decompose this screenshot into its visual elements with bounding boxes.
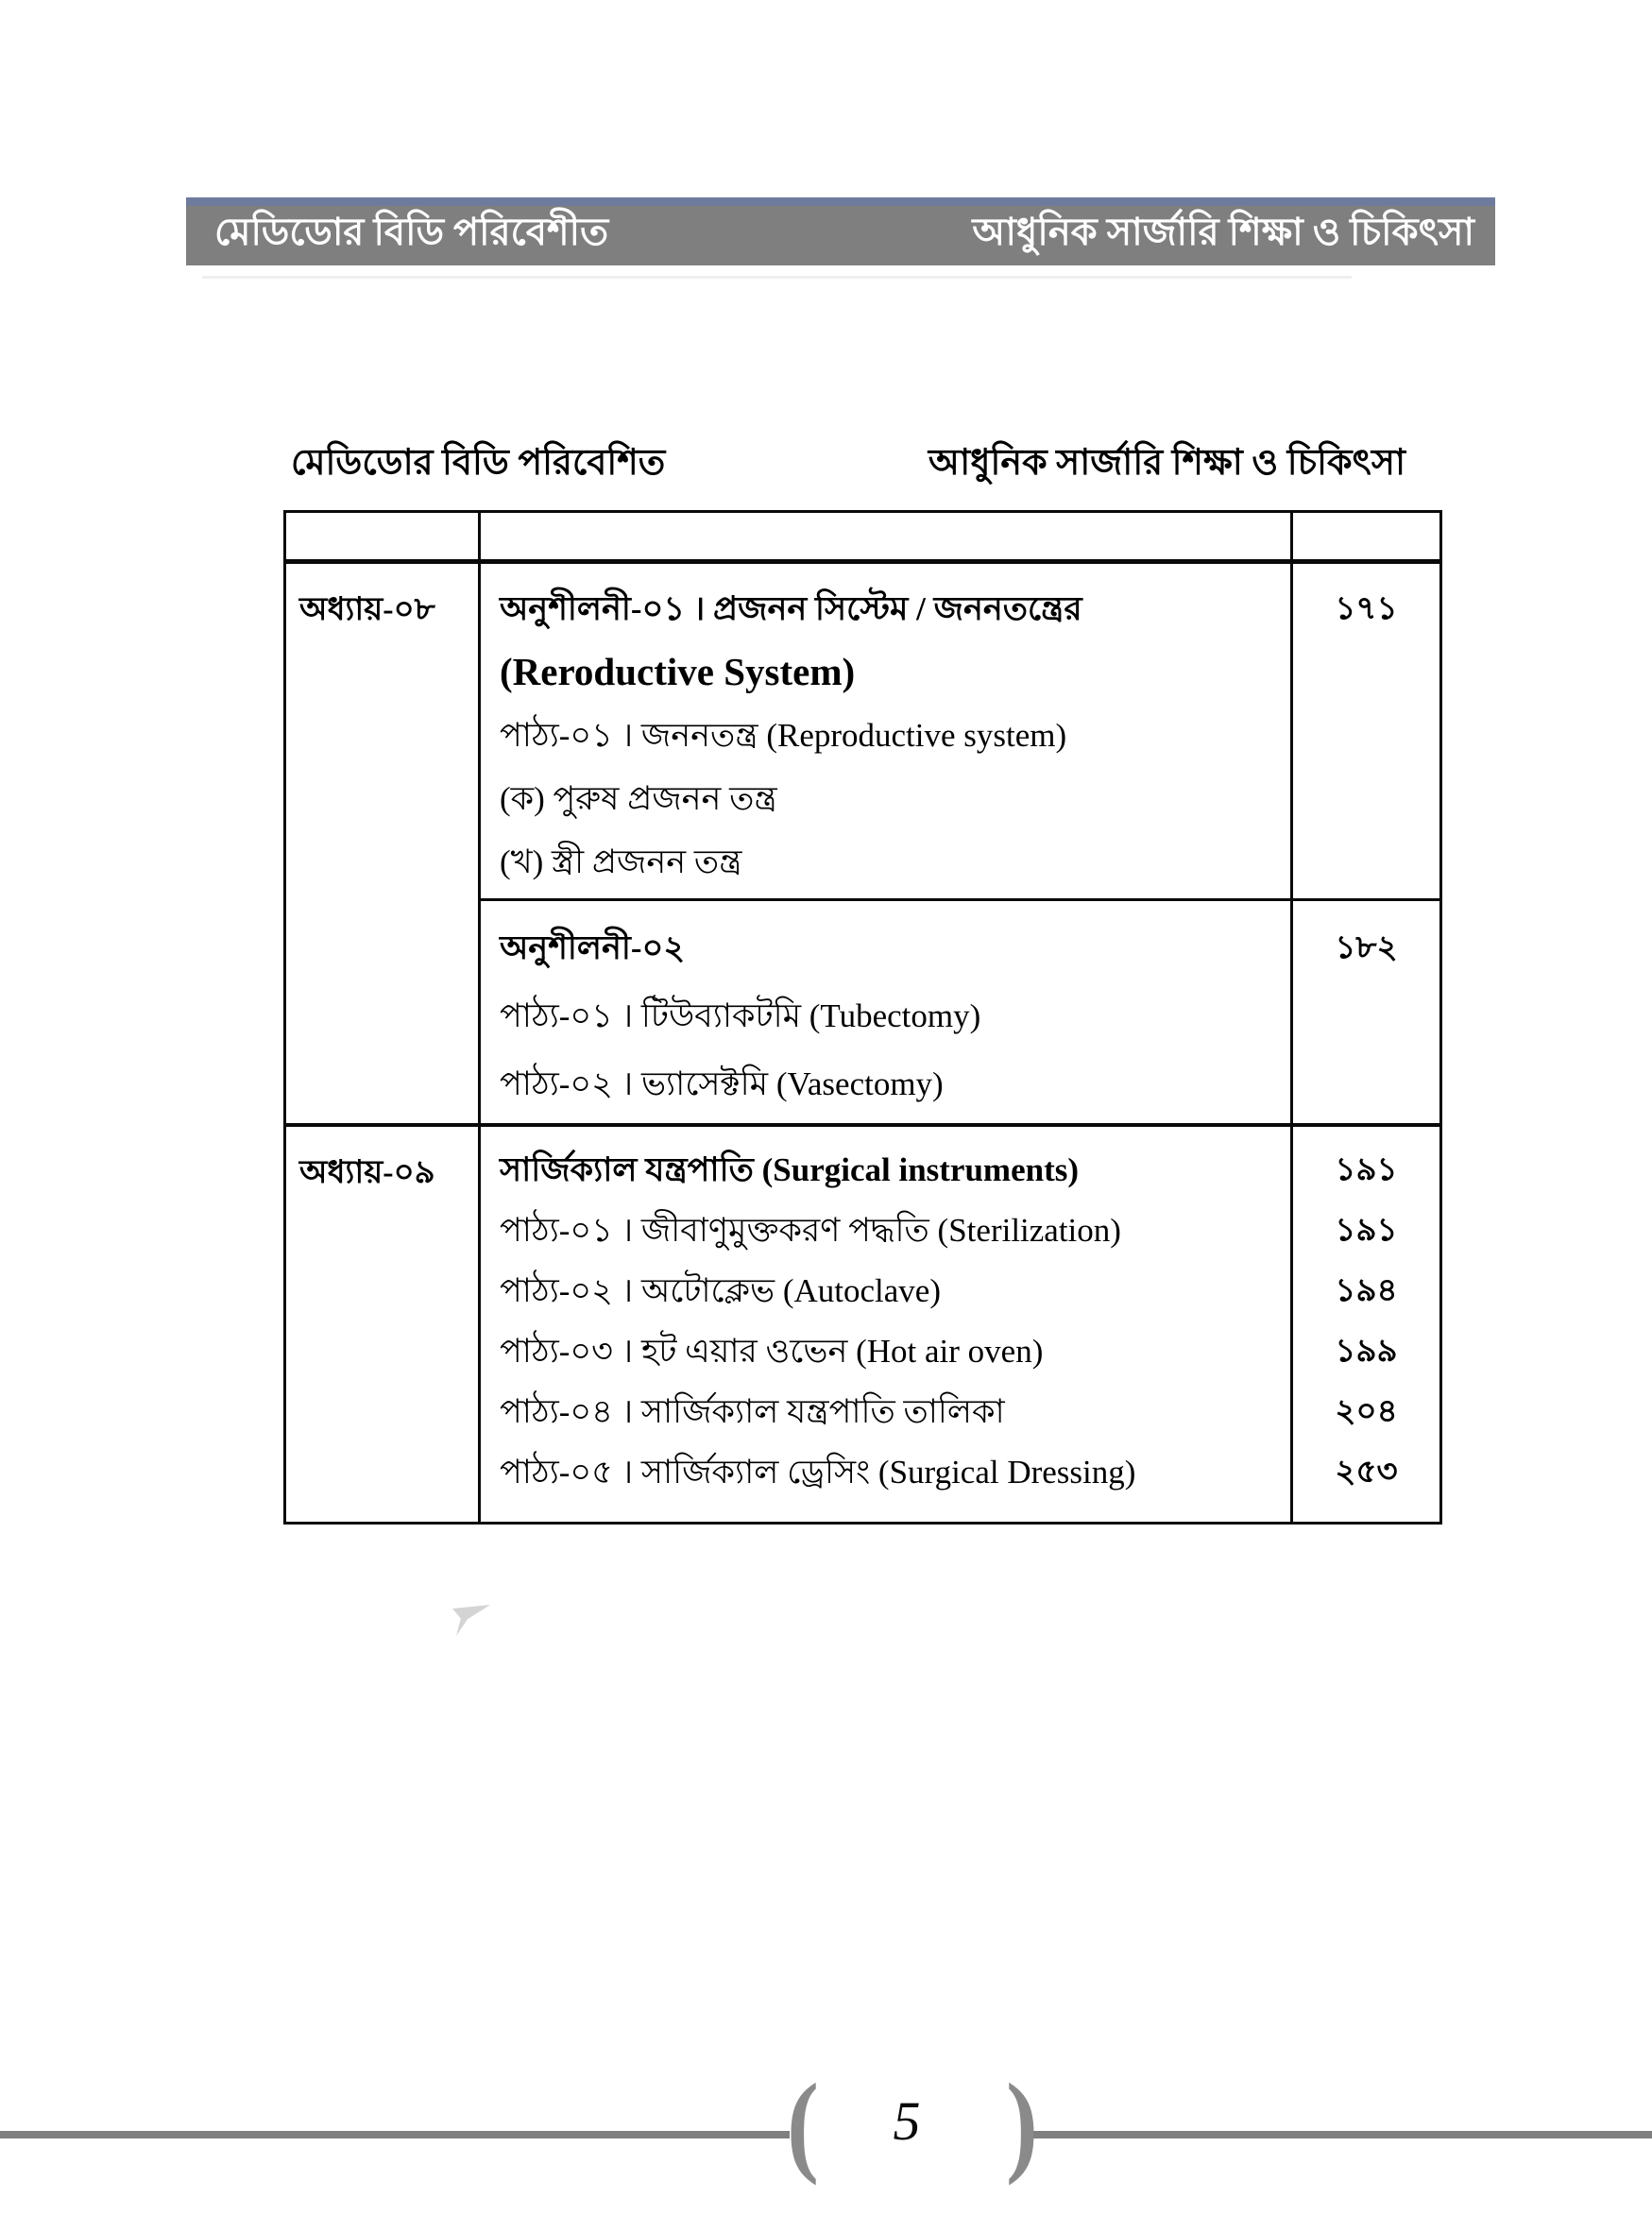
- toc-line: অনুশীলনী-০২: [500, 929, 686, 966]
- footer-rule-left: [0, 2131, 790, 2138]
- page-number: ১৯৪: [1335, 1273, 1398, 1308]
- page-number: ২৫৩: [1335, 1455, 1398, 1490]
- page-number: ১৯১: [1335, 1213, 1398, 1248]
- header-right-text: আধুনিক সার্জারি শিক্ষা ও চিকিৎসা: [928, 443, 1405, 483]
- toc-line: পাঠ্য-০৫ । সার্জিক্যাল ড্রেসিং (Surgical Dressing): [500, 1454, 1136, 1491]
- toc-line: অনুশীলনী-০১ । প্রজনন সিস্টেম / জননতন্ত্রের: [500, 590, 1082, 627]
- toc-line: সার্জিক্যাল যন্ত্রপাতি (Surgical instruments): [500, 1151, 1080, 1188]
- footer-right-bracket: ): [1005, 2060, 1038, 2186]
- toc-line: (Reroductive System): [500, 650, 856, 693]
- block1-content-cell: [481, 564, 1293, 901]
- toc-header-cell-page: [1293, 513, 1439, 564]
- block1-page-cell: [1293, 564, 1439, 901]
- toc-line: পাঠ্য-০২ । অটোক্লেভ (Autoclave): [500, 1272, 941, 1309]
- footer-rule-right: [1033, 2131, 1652, 2138]
- toc-table: [283, 510, 1442, 1525]
- block3-page-cell: [1293, 1123, 1439, 1522]
- page-header: [291, 434, 1405, 495]
- chapter-09-cell: [286, 1123, 481, 1522]
- toc-line: পাঠ্য-০১ । টিউব্যাকটমি (Tubectomy): [500, 997, 981, 1034]
- page-number: ২০৪: [1335, 1394, 1398, 1429]
- page-number: ১৯৯: [1335, 1334, 1398, 1369]
- toc-line: পাঠ্য-০১ । জননতন্ত্র (Reproductive system): [500, 717, 1067, 754]
- toc-line: পাঠ্য-০৩ । হট এয়ার ওভেন (Hot air oven): [500, 1333, 1044, 1370]
- toc-line: পাঠ্য-০২ । ভ্যাসেক্টমি (Vasectomy): [500, 1065, 944, 1102]
- chapter-08-label: অধ্যায়-০৮: [299, 592, 435, 627]
- toc-line: (খ) স্ত্রী প্রজনন তন্ত্র: [500, 843, 742, 880]
- page-number: ১৮২: [1335, 930, 1398, 965]
- top-banner-right-text: আধুনিক সার্জারি শিক্ষা ও চিকিৎসা: [972, 211, 1474, 253]
- header-left-text: মেডিডোর বিডি পরিবেশিত: [291, 443, 666, 483]
- block2-content-cell: [481, 901, 1293, 1123]
- chapter-09-label: অধ্যায়-০৯: [299, 1155, 435, 1190]
- top-banner-left-text: মেডিডোর বিডি পরিবেশীত: [214, 211, 609, 253]
- footer-page-number: 5: [893, 2090, 921, 2152]
- toc-header-cell-chapter: [286, 513, 481, 564]
- block2-page-cell: [1293, 901, 1439, 1123]
- toc-line: পাঠ্য-০১ । জীবাণুমুক্তকরণ পদ্ধতি (Sterilization): [500, 1212, 1121, 1249]
- scan-artifact-rule: [202, 276, 1352, 279]
- page-number: ১৭১: [1335, 591, 1398, 626]
- chapter-08-cell: [286, 564, 481, 1123]
- footer-left-bracket: (: [786, 2060, 819, 2186]
- toc-line: পাঠ্য-০৪ । সার্জিক্যাল যন্ত্রপাতি তালিকা: [500, 1393, 1005, 1430]
- top-banner: [186, 197, 1495, 265]
- block3-content-cell: [481, 1123, 1293, 1522]
- toc-line: (ক) পুরুষ প্রজনন তন্ত্র: [500, 780, 777, 817]
- page-number: ১৯১: [1335, 1152, 1398, 1187]
- toc-header-cell-topic: [481, 513, 1293, 564]
- stray-mark-triangle: [452, 1605, 490, 1636]
